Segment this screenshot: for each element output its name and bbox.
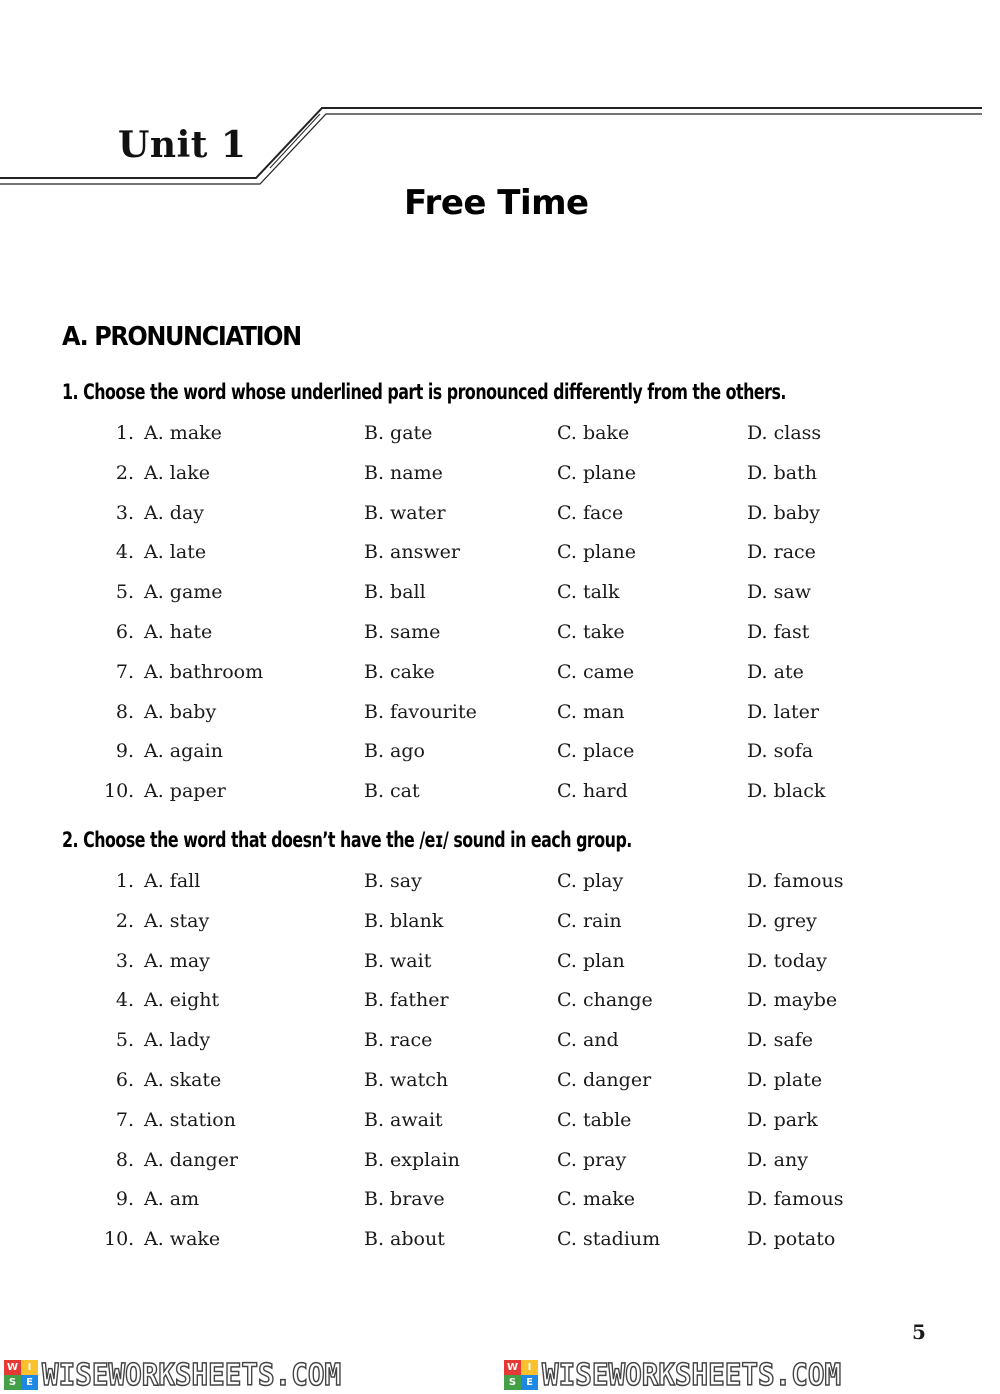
question-number: 3. <box>115 949 134 972</box>
question-number: 9. <box>115 1188 134 1211</box>
option-a: A. again <box>144 740 223 763</box>
option-c: C. take <box>557 620 625 643</box>
option-b: B. favourite <box>364 700 477 723</box>
exercise-2-list <box>0 870 1000 1268</box>
option-c: C. man <box>557 700 625 723</box>
exercise-2-heading: 2. Choose the word that doesn’t have the /eɪ/ sound in each group. <box>62 828 632 852</box>
watermark-text: WISEWORKSHEETS.COM <box>542 1357 842 1393</box>
option-a: A. may <box>144 949 210 972</box>
watermark-footer <box>0 1356 1000 1394</box>
question-row <box>0 502 1000 542</box>
page-number: 5 <box>912 1320 926 1344</box>
option-c: C. plane <box>557 461 636 484</box>
option-c: C. hard <box>557 780 628 803</box>
watermark-unit <box>500 1358 1000 1393</box>
option-a: A. game <box>144 581 223 604</box>
option-b: B. watch <box>364 1068 449 1091</box>
question-row <box>0 870 1000 910</box>
option-d: D. safe <box>747 1029 813 1052</box>
option-c: C. place <box>557 740 635 763</box>
option-b: B. say <box>364 870 422 892</box>
option-a: A. make <box>144 422 222 444</box>
section-title: A. PRONUNCIATION <box>62 322 301 352</box>
option-b: B. father <box>364 989 449 1012</box>
option-a: A. skate <box>144 1068 222 1091</box>
option-b: B. same <box>364 620 441 643</box>
question-number: 7. <box>115 1108 134 1131</box>
question-row <box>0 462 1000 502</box>
option-a: A. danger <box>144 1148 239 1171</box>
option-d: D. potato <box>747 1228 836 1251</box>
watermark-logo-icon <box>504 1360 538 1390</box>
question-number: 10. <box>104 780 135 803</box>
question-row <box>0 1109 1000 1149</box>
question-number: 5. <box>115 1029 134 1052</box>
question-number: 2. <box>115 461 134 484</box>
option-b: B. brave <box>364 1188 445 1211</box>
question-number: 1. <box>115 870 134 892</box>
watermark-text: WISEWORKSHEETS.COM <box>42 1357 342 1393</box>
unit-label: Unit 1 <box>118 124 247 166</box>
question-row <box>0 910 1000 950</box>
question-row <box>0 1029 1000 1069</box>
option-b: B. await <box>364 1108 443 1131</box>
question-number: 8. <box>115 700 134 723</box>
option-b: B. explain <box>364 1148 460 1171</box>
option-c: C. came <box>557 660 635 683</box>
option-d: D. grey <box>747 909 817 932</box>
option-a: A. paper <box>144 780 226 803</box>
question-number: 9. <box>115 740 134 763</box>
watermark-unit <box>0 1358 500 1393</box>
option-d: D. saw <box>747 581 811 604</box>
option-c: C. danger <box>557 1068 652 1091</box>
option-d: D. race <box>747 541 816 564</box>
option-a: A. lake <box>144 461 210 484</box>
option-a: A. late <box>144 541 207 564</box>
option-d: D. any <box>747 1148 808 1171</box>
option-a: A. station <box>144 1108 236 1131</box>
logo-cell: S <box>504 1375 521 1390</box>
option-a: A. stay <box>144 909 210 932</box>
question-number: 8. <box>115 1148 134 1171</box>
question-number: 2. <box>115 909 134 932</box>
question-row <box>0 1149 1000 1189</box>
option-d: D. baby <box>747 501 821 524</box>
question-row <box>0 581 1000 621</box>
option-d: D. park <box>747 1108 818 1131</box>
logo-cell: I <box>521 1360 538 1375</box>
option-a: A. bathroom <box>144 660 264 683</box>
option-c: C. make <box>557 1188 636 1211</box>
option-d: D. ate <box>747 660 804 683</box>
option-b: B. cat <box>364 780 420 803</box>
question-row <box>0 1069 1000 1109</box>
option-b: B. gate <box>364 422 433 444</box>
logo-cell: W <box>4 1360 21 1375</box>
option-c: C. bake <box>557 422 630 444</box>
option-c: C. change <box>557 989 653 1012</box>
option-c: C. pray <box>557 1148 627 1171</box>
question-row <box>0 1188 1000 1228</box>
question-row <box>0 541 1000 581</box>
question-row <box>0 701 1000 741</box>
option-a: A. wake <box>144 1228 221 1251</box>
page-title: Free Time <box>404 183 589 223</box>
option-a: A. fall <box>144 870 201 892</box>
question-number: 4. <box>115 541 134 564</box>
question-row <box>0 621 1000 661</box>
option-c: C. stadium <box>557 1228 661 1251</box>
logo-cell: W <box>504 1360 521 1375</box>
option-d: D. famous <box>747 1188 844 1211</box>
question-row <box>0 740 1000 780</box>
option-a: A. lady <box>144 1029 211 1052</box>
question-number: 6. <box>115 1068 134 1091</box>
option-b: B. ball <box>364 581 426 604</box>
question-number: 5. <box>115 581 134 604</box>
question-number: 4. <box>115 989 134 1012</box>
option-c: C. face <box>557 501 624 524</box>
option-c: C. table <box>557 1108 632 1131</box>
logo-cell: I <box>21 1360 38 1375</box>
option-c: C. plan <box>557 949 625 972</box>
option-b: B. answer <box>364 541 460 564</box>
option-a: A. eight <box>144 989 220 1012</box>
option-d: D. fast <box>747 620 810 643</box>
option-b: B. name <box>364 461 443 484</box>
question-number: 1. <box>115 422 134 444</box>
option-d: D. class <box>747 422 822 444</box>
option-c: C. and <box>557 1029 619 1052</box>
option-a: A. am <box>144 1188 200 1211</box>
option-d: D. black <box>747 780 826 803</box>
question-row <box>0 1228 1000 1268</box>
logo-cell: S <box>4 1375 21 1390</box>
option-b: B. cake <box>364 660 435 683</box>
option-d: D. maybe <box>747 989 838 1012</box>
option-d: D. famous <box>747 870 844 892</box>
option-d: D. later <box>747 700 820 723</box>
exercise-1-list <box>0 422 1000 820</box>
option-a: A. day <box>144 501 205 524</box>
option-d: D. bath <box>747 461 817 484</box>
question-row <box>0 422 1000 462</box>
logo-cell: E <box>521 1375 538 1390</box>
option-b: B. ago <box>364 740 425 763</box>
option-b: B. wait <box>364 949 432 972</box>
question-row <box>0 780 1000 820</box>
question-number: 7. <box>115 660 134 683</box>
question-number: 6. <box>115 620 134 643</box>
option-b: B. blank <box>364 909 444 932</box>
question-row <box>0 661 1000 701</box>
logo-cell: E <box>21 1375 38 1390</box>
option-d: D. plate <box>747 1068 823 1091</box>
option-c: C. rain <box>557 909 622 932</box>
option-c: C. play <box>557 870 624 892</box>
question-row <box>0 950 1000 990</box>
option-d: D. today <box>747 949 827 972</box>
option-c: C. talk <box>557 581 620 604</box>
option-d: D. sofa <box>747 740 814 763</box>
question-number: 10. <box>104 1228 135 1251</box>
option-b: B. water <box>364 501 446 524</box>
option-b: B. about <box>364 1228 445 1251</box>
option-c: C. plane <box>557 541 636 564</box>
option-b: B. race <box>364 1029 433 1052</box>
option-a: A. baby <box>144 700 217 723</box>
exercise-1-heading: 1. Choose the word whose underlined part is pronounced differently from the others. <box>62 380 786 404</box>
watermark-logo-icon <box>4 1360 38 1390</box>
option-a: A. hate <box>144 620 213 643</box>
question-row <box>0 989 1000 1029</box>
question-number: 3. <box>115 501 134 524</box>
